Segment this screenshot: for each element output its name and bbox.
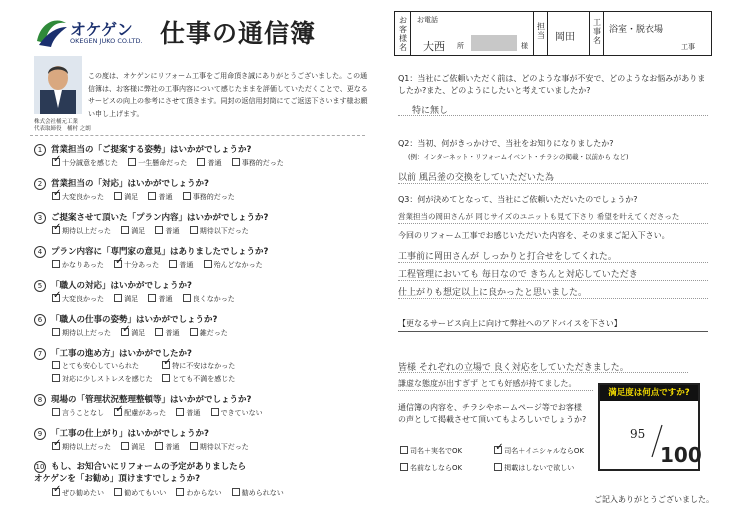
checkbox[interactable] — [162, 374, 170, 382]
checkbox[interactable] — [176, 408, 184, 416]
checkbox[interactable] — [52, 294, 60, 302]
checkbox[interactable] — [114, 192, 122, 200]
score-title: 満足度は何点ですか? — [600, 385, 698, 401]
checkbox[interactable] — [52, 408, 60, 416]
checkbox[interactable] — [121, 226, 129, 234]
checkbox[interactable] — [494, 463, 502, 471]
advice-prompt: 【更なるサービス向上に向けて弊社へのアドバイスを下さい】 — [398, 319, 622, 328]
checkbox[interactable] — [114, 260, 122, 268]
brand-name: オケゲン — [70, 20, 133, 39]
checkbox[interactable] — [162, 361, 170, 369]
phone-label: お電話 — [417, 16, 438, 24]
question-10-options: ✓ぜひ勧めたい 勧めてもいい わからない 勧められない — [52, 488, 292, 498]
checkbox[interactable] — [494, 446, 502, 454]
staff-label: 担当 — [537, 22, 545, 40]
question-9: 9 「工事の仕上がり」はいかがでしょうか? — [34, 427, 209, 440]
checkbox[interactable] — [155, 226, 163, 234]
advice-divider — [398, 331, 708, 332]
checkbox[interactable] — [155, 328, 163, 336]
checkbox[interactable] — [183, 192, 191, 200]
a1-answer[interactable]: 特に無し — [412, 106, 449, 116]
q1-text: Q1：当社にご依頼いただく前は、どのような事が不安で、どのようなお悩みがありましたか?また、どのようにしたいと考えていましたか? — [398, 74, 706, 95]
checkbox[interactable] — [52, 226, 60, 234]
question-4-options: かなりあった ✓ 十分あった 普通 殆んどなかった — [52, 260, 271, 270]
divider — [30, 135, 365, 136]
checkbox[interactable] — [190, 442, 198, 450]
q2-note: (例：インターネット・リフォームイベント・チラシの掲載・以前から など) — [408, 153, 629, 161]
checkbox[interactable] — [52, 488, 60, 496]
checkbox[interactable] — [190, 328, 198, 336]
answer-line — [398, 280, 708, 281]
checkbox[interactable] — [190, 226, 198, 234]
checkbox[interactable] — [121, 328, 129, 336]
question-7: 7 「工事の進め方」はいかがでしたか? — [34, 347, 192, 360]
customer-table — [394, 11, 712, 56]
a3-answer[interactable]: 営業担当の岡田さんが 同じサイズのユニットも見て下さり 希望を叶えてくださった — [398, 212, 680, 221]
question-9-options: ✓期待以上だった 満足 普通 期待以下だった — [52, 442, 257, 452]
checkbox[interactable] — [204, 260, 212, 268]
question-1: 1 営業担当の「ご提案する姿勢」はいかがでしょうか? — [34, 143, 251, 156]
answer-line — [398, 223, 708, 224]
question-5-options: ✓大変良かった 満足 普通 良くなかった — [52, 294, 243, 304]
checkbox[interactable] — [52, 158, 60, 166]
question-7-options-b: 対応に少しストレスを感じた とても不満を感じた — [52, 374, 243, 384]
question-1-options: ✓十分誠意を感じた 一生懸命だった 普通 事務的だった — [52, 158, 292, 168]
checkbox[interactable] — [114, 294, 122, 302]
question-7-options-a: とても安心していられた ✓ 特に不安はなかった — [52, 361, 243, 371]
checkbox[interactable] — [232, 488, 240, 496]
question-3: 3 ご提案させて頂いた「プラン内容」はいかがでしょうか? — [34, 211, 268, 224]
answer-line — [398, 183, 708, 184]
customer-name[interactable]: 大西 — [423, 40, 445, 53]
question-8: 8 現場の「管理状況整理整頓等」はいかがでしょうか? — [34, 393, 251, 406]
checkbox[interactable] — [121, 442, 129, 450]
work-name[interactable]: 浴室・脱衣場 — [609, 25, 664, 35]
checkbox[interactable] — [148, 192, 156, 200]
checkbox[interactable] — [400, 463, 408, 471]
feel-prompt: 今回のリフォーム工事でお感じいただいた内容を、そのままご記入下さい。 — [398, 231, 670, 240]
page-title: 仕事の通信簿 — [160, 19, 317, 48]
publish-question: 通信簿の内容を、チラシやホームページ等でお客様の声として掲載させて頂いてもよろしいでしょうか? — [398, 403, 587, 424]
question-5: 5 「職人の対応」はいかがでしょうか? — [34, 279, 192, 292]
company-caption: 株式会社桶元工業 — [34, 119, 79, 125]
checkbox[interactable] — [400, 446, 408, 454]
question-3-options: ✓期待以上だった 満足 普通 期待以下だった — [52, 226, 257, 236]
a2-answer[interactable]: 以前 風呂釜の交換をしていただいた為 — [398, 173, 554, 183]
question-2-options: ✓大変良かった 満足 普通 事務的だった — [52, 192, 243, 202]
score-box — [598, 383, 700, 471]
checkbox[interactable] — [52, 328, 60, 336]
president-caption: 代表取締役 桶村 之朗 — [34, 126, 91, 132]
checkbox[interactable] — [114, 408, 122, 416]
checkbox[interactable] — [52, 374, 60, 382]
work-suffix: 工事 — [681, 43, 695, 51]
staff-name[interactable]: 岡田 — [555, 32, 575, 43]
okegen-logo-icon — [33, 15, 69, 49]
question-10: 10 もし、お知合いにリフォームの予定がありましたら オケゲンを「お勧め」頂けますでしょうか? — [34, 462, 247, 484]
a5-line-1[interactable]: 皆様 それぞれの立場で 良く対応をしていただきました。 — [398, 363, 629, 373]
q2-text: Q2：当初、何がきっかけで、当社をお知りになりましたか? — [398, 139, 614, 148]
publish-options-a: 司名＋実名でOK ✓ 司名＋イニシャルならOK — [400, 446, 592, 456]
checkbox[interactable] — [155, 442, 163, 450]
question-2: 2 営業担当の「対応」はいかがでしょうか? — [34, 177, 209, 190]
checkbox[interactable] — [148, 294, 156, 302]
answer-line — [398, 372, 688, 373]
checkbox[interactable] — [52, 192, 60, 200]
redaction-block — [471, 35, 517, 51]
question-6-options: 期待以上だった ✓ 満足 普通 雑だった — [52, 328, 236, 338]
question-8-options: 言うことなし ✓ 配慮があった 普通 できていない — [52, 408, 271, 418]
intro-text: この度は、オケゲンにリフォーム工事をご用命頂き誠にありがとうございました。この通信簿は、お客様に弊社の工事内容について感じたままを評価していただくことで、更なるサービスの向上の参考にさせて頂きます。同封の返信用封筒にてご返送下さいます様お願い申し上げます。 — [88, 72, 368, 118]
answer-line — [398, 298, 708, 299]
checkbox[interactable] — [114, 488, 122, 496]
president-photo-icon — [34, 56, 82, 114]
brand-sub: OKEGEN JUKO CO.LTD. — [70, 37, 143, 45]
score-max: 100 — [660, 443, 702, 467]
a4-line-2[interactable]: 工程管理においても 毎日なので きちんと対応していただき — [398, 270, 638, 280]
customer-suffix-sama: 様 — [521, 42, 528, 50]
checkbox[interactable] — [52, 442, 60, 450]
checkbox[interactable] — [211, 408, 219, 416]
answer-line — [398, 390, 593, 391]
score-value[interactable]: 95 — [630, 427, 646, 441]
checkbox[interactable] — [52, 260, 60, 268]
checkbox[interactable] — [197, 158, 205, 166]
question-4: 4 プラン内容に「専門家の意見」はありましたでしょうか? — [34, 245, 268, 258]
question-6: 6 「職人の仕事の姿勢」はいかがでしょうか? — [34, 313, 217, 326]
thanks-text: ご記入ありがとうございました。 — [594, 495, 714, 504]
a4-line-1[interactable]: 工事前に岡田さんが しっかりと打合せをしてくれた。 — [398, 252, 617, 262]
customer-label: お客様名 — [399, 16, 407, 52]
checkbox[interactable] — [169, 260, 177, 268]
work-label: 工事名 — [593, 18, 601, 45]
answer-line — [398, 115, 708, 116]
answer-line — [398, 262, 708, 263]
checkbox[interactable] — [52, 361, 60, 369]
a5-line-2[interactable]: 謙虚な態度が出すぎず とても好感が持てました。 — [398, 379, 577, 388]
q3-text: Q3：何が決めてとなって、当社にご依頼いただいたのでしょうか? — [398, 195, 638, 204]
checkbox[interactable] — [128, 158, 136, 166]
checkbox[interactable] — [183, 294, 191, 302]
customer-suffix-sho: 所 — [457, 42, 464, 50]
a4-line-3[interactable]: 仕上がりも想定以上に良かったと思いました。 — [398, 288, 588, 298]
checkbox[interactable] — [232, 158, 240, 166]
checkbox[interactable] — [176, 488, 184, 496]
publish-options-b: 名前なしならOK 掲載はしないで欲しい — [400, 463, 582, 473]
